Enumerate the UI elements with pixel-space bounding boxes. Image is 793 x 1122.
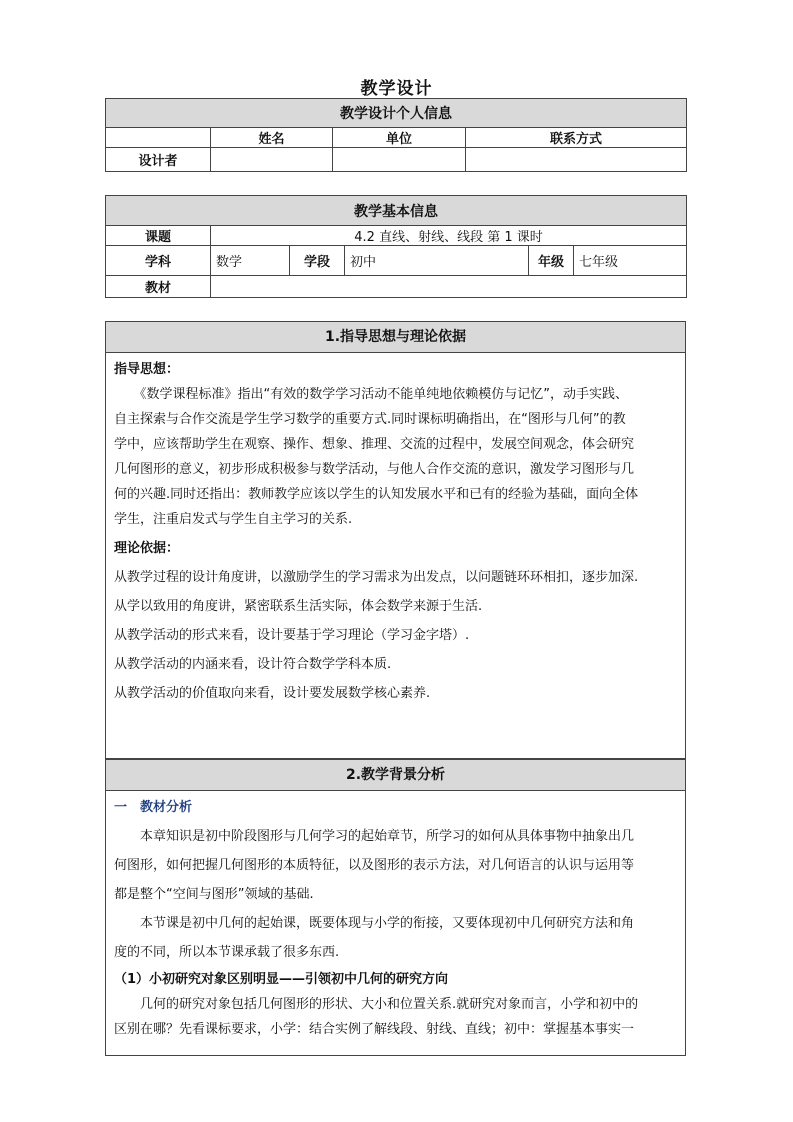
theory-line: 从教学活动的内涵来看，设计符合数学学科本质. bbox=[114, 657, 392, 672]
analysis-line: 区别在哪？先看课标要求，小学：结合实例了解线段、射线、直线；初中：掌握基本事实一 bbox=[114, 1022, 635, 1037]
guide-label: 指导思想： bbox=[114, 362, 180, 377]
theory-line: 从学以致用的角度讲，紧密联系生活实际，体会数学来源于生活. bbox=[114, 599, 483, 614]
guide-line: 《数学课程标准》指出“有效的数学学习活动不能单纯地依赖模仿与记忆”，动手实践、 bbox=[133, 387, 628, 402]
personal-info-table bbox=[105, 98, 687, 172]
guide-line: 何的兴趣.同时还指出：教师教学应该以学生的认知发展水平和已有的经验为基础，面向全体 bbox=[114, 487, 639, 502]
stage-label: 学段 bbox=[290, 246, 345, 276]
designer-name-cell[interactable] bbox=[211, 148, 333, 172]
textbook-value[interactable] bbox=[211, 276, 687, 298]
document-title: 教学设计 bbox=[360, 79, 433, 99]
unit-column-header: 单位 bbox=[333, 128, 466, 148]
guide-line: 学生，注重启发式与学生自主学习的关系. bbox=[114, 512, 353, 527]
grade-value: 七年级 bbox=[574, 246, 687, 276]
designer-contact-cell[interactable] bbox=[466, 148, 687, 172]
section2-header: 2.教学背景分析 bbox=[106, 759, 685, 791]
empty-cell bbox=[106, 128, 211, 148]
theory-line: 从教学过程的设计角度讲，以激励学生的学习需求为出发点，以问题链环环相扣，逐步加深. bbox=[114, 570, 639, 585]
section1-header: 1.指导思想与理论依据 bbox=[106, 322, 685, 353]
personal-info-header: 教学设计个人信息 bbox=[106, 99, 687, 128]
name-column-header: 姓名 bbox=[211, 128, 333, 148]
guide-line: 自主探索与合作交流是学生学习数学的重要方式.同时课标明确指出，在“图形与几何”的教 bbox=[114, 412, 626, 427]
analysis-line: 几何的研究对象包括几何图形的形状、大小和位置关系.就研究对象而言，小学和初中的 bbox=[140, 997, 639, 1012]
analysis-line: 都是整个“空间与图形”领域的基础. bbox=[114, 887, 314, 902]
theory-label: 理论依据： bbox=[114, 541, 180, 556]
subject-label: 学科 bbox=[106, 246, 211, 276]
subject-value: 数学 bbox=[211, 246, 290, 276]
theory-line: 从教学活动的价值取向来看，设计要发展数学核心素养. bbox=[114, 686, 431, 701]
analysis-line: 本章知识是初中阶段图形与几何学习的起始章节，所学习的如何从具体事物中抽象出几 bbox=[140, 829, 635, 844]
textbook-analysis-heading: 一 教材分析 bbox=[114, 800, 193, 815]
grade-label: 年级 bbox=[529, 246, 574, 276]
designer-unit-cell[interactable] bbox=[333, 148, 466, 172]
contact-column-header: 联系方式 bbox=[466, 128, 687, 148]
analysis-line: 本节课是初中几何的起始课，既要体现与小学的衔接，又要体现初中几何研究方法和角 bbox=[140, 916, 635, 931]
guide-line: 几何图形的意义，初步形成积极参与数学活动，与他人合作交流的意识，激发学习图形与几 bbox=[114, 462, 635, 477]
topic-value: 4.2 直线、射线、线段 第 1 课时 bbox=[211, 226, 687, 246]
analysis-line: 度的不同，所以本节课承载了很多东西. bbox=[114, 945, 340, 960]
section-teaching-background bbox=[105, 759, 686, 1056]
guide-line: 学中，应该帮助学生在观察、操作、想象、推理、交流的过程中，发展空间观念，体会研究 bbox=[114, 437, 635, 452]
theory-line: 从教学活动的形式来看，设计要基于学习理论（学习金字塔）. bbox=[114, 628, 470, 643]
topic-label: 课题 bbox=[106, 226, 211, 246]
subheading-research-object: （1）小初研究对象区别明显——引领初中几何的研究方向 bbox=[114, 972, 449, 987]
analysis-line: 何图形，如何把握几何图形的本质特征，以及图形的表示方法，对几何语言的认识与运用等 bbox=[114, 858, 635, 873]
section-guiding-theory bbox=[105, 321, 686, 759]
designer-label: 设计者 bbox=[106, 148, 211, 172]
textbook-label: 教材 bbox=[106, 276, 211, 298]
stage-value: 初中 bbox=[345, 246, 529, 276]
basic-info-header: 教学基本信息 bbox=[106, 196, 687, 226]
basic-info-table bbox=[105, 195, 687, 298]
